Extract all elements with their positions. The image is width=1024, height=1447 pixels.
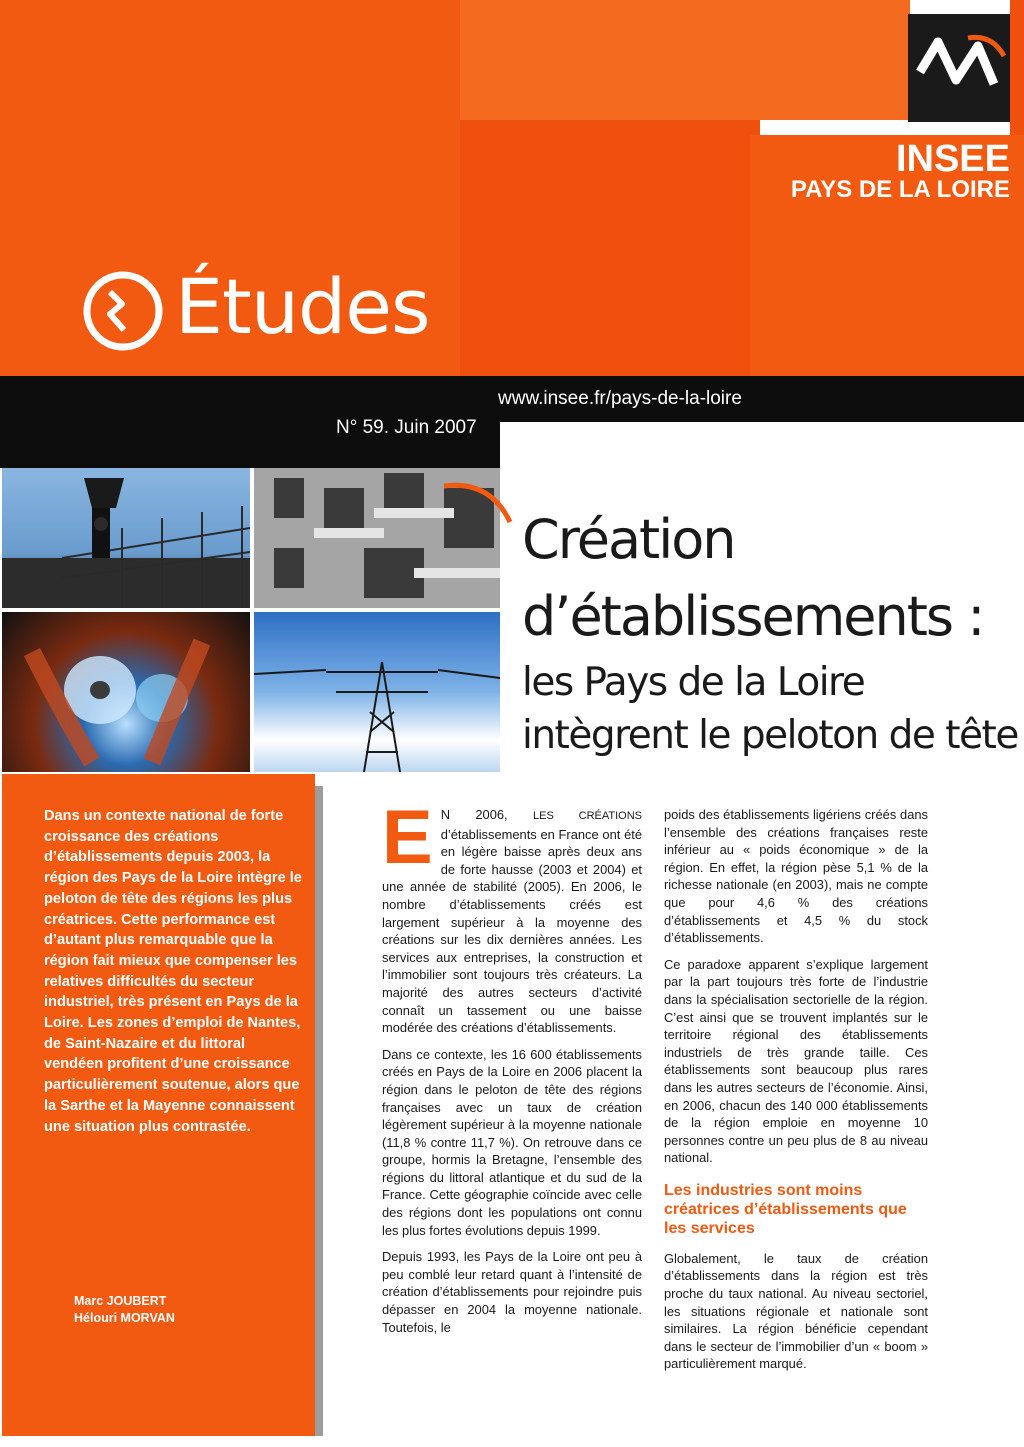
website-link[interactable]: www.insee.fr/pays-de-la-loire <box>498 388 742 409</box>
section-heading: Les industries sont moins créatrices d’établissements que les services <box>664 1181 907 1237</box>
summary-text: Dans un contexte national de forte croissance des créations d’établissements depuis 2003, la région des Pays de la Loire intègre le peloton de tête des régions les plus créatrices. Cette performance est d’autant plus remarquable que la région fait mieux que compenser les relatives difficultés du secteur industriel, très présent en Pays de la Loire. Les zones d’emploi de Nantes, de Saint-Nazaire et du littoral vendéen profitent d’une croissance particulièrement soutenue, alors que la Sarthe et la Mayenne connaissent une situation plus contrastée. <box>44 808 302 1135</box>
cd-hands-photo <box>2 612 250 772</box>
page-title: Création <box>522 508 735 571</box>
issue-number: N° 59. Juin 2007 <box>336 417 477 438</box>
page-title: d’établissements : <box>522 585 984 648</box>
construction-photo <box>2 468 250 608</box>
power-pylon-photo <box>254 612 500 772</box>
insee-logo-icon <box>908 14 1010 122</box>
series-title: Études <box>175 262 430 351</box>
paragraph: poids des établissements ligériens créés dans l’ensemble des créations françaises reste inférieur au « poids économique » de la région. En effet, la région pèse 5,1 % de la richesse nationale (en 2003), mais ne compte que pour 4,6 % des créations d’établissements et 4,5 % du stock d’établissements. <box>664 807 928 946</box>
summary-shadow <box>315 786 323 1436</box>
insee-logo <box>908 14 1010 122</box>
paragraph: Globalement, le taux de création d’établissements dans la région est très proche du taux national. Au niveau sectoriel, les situations régionale et nationale sont similaires. La région bénéficie cependant dans le secteur de l’immobilier d’un « boom » particulièrement marqué. <box>664 1250 928 1372</box>
page-subtitle: intègrent le peloton de tête <box>522 713 1018 758</box>
header-background <box>460 0 910 120</box>
brand-name: INSEE <box>895 138 1010 180</box>
paragraph-text: d’établissements en France ont été en légère baisse après deux ans de forte hausse (2003 et 2004) et une année de stabilité (2005). En 2006, le nombre d’établissements créés est largement supérieur à la moyenne des créations sur les dix dernières années. Les services aux entreprises, la construction et l’immobilier sont toujours très créateurs. La majorité des autres secteurs d’activité connaît un tassement ou une baisse modérée des créations d’établissements. <box>382 826 642 1036</box>
author-name: Marc JOUBERT <box>74 1294 167 1308</box>
paragraph-smallcaps: LES CRÉATIONS <box>533 810 642 822</box>
drop-cap: E <box>382 795 433 880</box>
paragraph: Depuis 1993, les Pays de la Loire ont peu à peu comblé leur retard quant à l’intensité de création d’établissements pour rejoindre puis dépasser en 2004 la moyenne nationale. Toutefois, le <box>382 1249 642 1335</box>
author-name: Hélouri MORVAN <box>74 1311 175 1325</box>
paragraph-lead: N 2006, <box>440 807 533 822</box>
page-subtitle: les Pays de la Loire <box>522 660 865 705</box>
header-background <box>1010 0 1024 135</box>
paragraph <box>382 795 642 1037</box>
etudes-logo-icon <box>82 270 164 352</box>
article-column-1 <box>382 795 642 1345</box>
article-column-2 <box>664 806 928 1382</box>
paragraph: Ce paradoxe apparent s’explique largement par la part toujours très forte de l’industrie dans la spécialisation sectorielle de la région. C’est ainsi que se trouvent implantés sur le territoire régional des établissements industriels de très grande taille. Ces établissements sont beaucoup plus rares dans les autres secteurs de l’économie. Ainsi, en 2006, chacun des 140 000 établissements de la région emploie en moyenne 10 personnes contre un peu plus de 8 au niveau national. <box>664 956 928 1166</box>
paragraph: Dans ce contexte, les 16 600 établissements créés en Pays de la Loire en 2006 placent la région dans le peloton de tête des régions françaises avec un taux de création légèrement supérieur à la moyenne nationale (11,8 % contre 11,7 %). On retrouve dans ce groupe, hormis la Bretagne, l’ensemble des régions du littoral atlantique et du sud de la France. Cette géographie coïncide avec celle des régions dont les populations ont connu les plus fortes évolutions depuis 1999. <box>382 1046 642 1238</box>
region-name: PAYS DE LA LOIRE <box>790 176 1010 203</box>
accent-arc-icon <box>440 476 516 536</box>
